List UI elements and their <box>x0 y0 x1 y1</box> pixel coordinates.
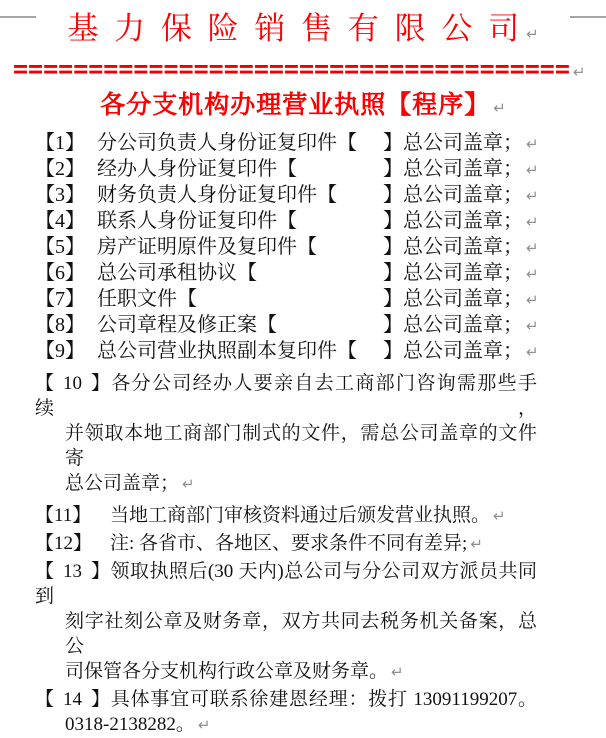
paragraph-mark-icon: ↵ <box>526 187 539 205</box>
list-item-3 <box>35 183 606 209</box>
item-text: 总公司营业执照副本复印件【 <box>97 340 357 362</box>
list-item-9 <box>35 339 606 365</box>
item-number: 【4】 <box>35 210 85 232</box>
item-stamp-text: 】总公司盖章； <box>383 158 523 180</box>
item-stamp-text: 】总公司盖章； <box>383 262 523 284</box>
list-item-line <box>35 235 523 260</box>
paragraph-text: 司保管各分支机构行政公章及财务章。 <box>65 661 389 682</box>
double-line-divider <box>13 54 606 85</box>
paragraph-mark-icon: ↵ <box>493 99 506 117</box>
list-item-4 <box>35 209 606 235</box>
item-stamp-text: 】总公司盖章； <box>383 288 523 310</box>
document-subtitle <box>0 90 606 124</box>
paragraph-text: 当地工商部门审核资料通过后颁发营业执照。 <box>110 505 491 526</box>
paragraph-text: 具体事宜可联系徐建恩经理：拨打 13091199207。 <box>110 689 537 710</box>
item-number: 【6】 <box>35 262 85 284</box>
item-number: 【13】 <box>35 561 110 582</box>
paragraph-mark-icon: ↵ <box>526 239 539 257</box>
list-item-11 <box>0 503 606 529</box>
item-text: 联系人身份证复印件【 <box>97 210 297 232</box>
item-text: 财务负责人身份证复印件【 <box>97 184 337 206</box>
paragraph-mark-icon: ↵ <box>526 317 539 335</box>
paragraph-text: 总公司盖章； <box>65 473 180 494</box>
paragraph-line <box>35 659 537 685</box>
paragraph-text: 领取执照后(30 天内)总公司与分公司双方派员共同到 <box>35 561 537 607</box>
paragraph-mark-icon: ↵ <box>182 475 195 493</box>
company-title-text: 基 力 保 险 销 售 有 限 公 司 <box>67 11 524 46</box>
list-item-line <box>35 131 523 156</box>
list-item-8 <box>35 313 606 339</box>
item-number: 【11】 <box>35 505 92 526</box>
paragraph-text: 各分公司经办人要亲自去工商部门咨询需那些手续， <box>35 373 537 419</box>
item-stamp-text: 】总公司盖章； <box>383 314 523 336</box>
paragraph-line <box>35 371 537 421</box>
margin-crop-mark-right <box>570 16 606 18</box>
list-item-6 <box>35 261 606 287</box>
item-stamp-text: 】总公司盖章； <box>383 132 523 154</box>
list-item-12 <box>0 531 606 557</box>
paragraph-mark-icon: ↵ <box>526 161 539 179</box>
list-item-line <box>35 209 523 234</box>
item-stamp-text: 】总公司盖章； <box>383 236 523 258</box>
paragraph-text: 注: 各省市、各地区、要求条件不同有差异; <box>110 533 468 554</box>
paragraph-line <box>35 609 537 659</box>
paragraph-text: 刻字社刻公章及财务章，双方共同去税务机关备案，总公 <box>65 611 537 657</box>
paragraph-mark-icon: ↵ <box>493 507 506 525</box>
paragraph-text: 0318-2138282。 <box>65 714 195 735</box>
item-number: 【8】 <box>35 314 85 336</box>
list-item-line <box>35 183 523 208</box>
list-item-5 <box>35 235 606 261</box>
list-item-10 <box>0 371 606 497</box>
paragraph-line <box>35 421 537 471</box>
item-number: 【3】 <box>35 184 85 206</box>
item-text: 公司章程及修正案【 <box>97 314 277 336</box>
item-number: 【2】 <box>35 158 85 180</box>
list-item-7 <box>35 287 606 313</box>
list-item-14 <box>0 687 606 738</box>
paragraph-mark-icon: ↵ <box>526 343 539 361</box>
item-number: 【14】 <box>35 689 110 710</box>
item-number: 【12】 <box>35 533 93 554</box>
divider-equals-text: ===================================== <box>13 54 570 83</box>
item-stamp-text: 】总公司盖章； <box>383 210 523 232</box>
item-number: 【10】 <box>35 373 110 394</box>
paragraph-line <box>35 559 537 609</box>
paragraph-mark-icon: ↵ <box>470 535 483 553</box>
list-item-line <box>35 157 523 182</box>
item-number: 【7】 <box>35 288 85 310</box>
list-item-1 <box>35 131 606 157</box>
item-text: 任职文件【 <box>97 288 197 310</box>
item-number: 【1】 <box>35 132 85 154</box>
list-item-line <box>35 287 523 312</box>
item-text: 经办人身份证复印件【 <box>97 158 297 180</box>
margin-crop-mark-left <box>0 16 36 18</box>
paragraph-mark-icon: ↵ <box>526 213 539 231</box>
paragraph-line <box>35 712 537 738</box>
list-item-line <box>35 339 523 364</box>
paragraph-mark-icon: ↵ <box>526 265 539 283</box>
list-item-2 <box>35 157 606 183</box>
list-item-line <box>35 313 523 338</box>
item-text: 分公司负责人身份证复印件【 <box>97 132 357 154</box>
item-number: 【5】 <box>35 236 85 258</box>
paragraph-line <box>35 471 537 497</box>
item-stamp-text: 】总公司盖章； <box>383 340 523 362</box>
list-item-line <box>35 261 523 286</box>
document-subtitle-text: 各分支机构办理营业执照【程序】 <box>100 92 491 119</box>
item-number: 【9】 <box>35 340 85 362</box>
paragraph-mark-icon: ↵ <box>572 63 586 81</box>
item-text: 总公司承租协议【 <box>97 262 257 284</box>
paragraph-mark-icon: ↵ <box>526 291 539 309</box>
item-text: 房产证明原件及复印件【 <box>97 236 317 258</box>
paragraph-mark-icon: ↵ <box>391 663 404 681</box>
paragraph-line <box>35 503 537 529</box>
paragraph-line <box>35 531 537 557</box>
company-title <box>0 9 606 54</box>
list-item-13 <box>0 559 606 685</box>
item-stamp-text: 】总公司盖章； <box>383 184 523 206</box>
paragraph-line <box>35 687 537 712</box>
paragraph-text: 并领取本地工商部门制式的文件，需总公司盖章的文件寄 <box>65 423 537 469</box>
paragraph-mark-icon: ↵ <box>197 716 211 734</box>
procedure-list <box>0 131 606 738</box>
paragraph-mark-icon: ↵ <box>526 25 539 43</box>
paragraph-mark-icon: ↵ <box>526 135 539 153</box>
